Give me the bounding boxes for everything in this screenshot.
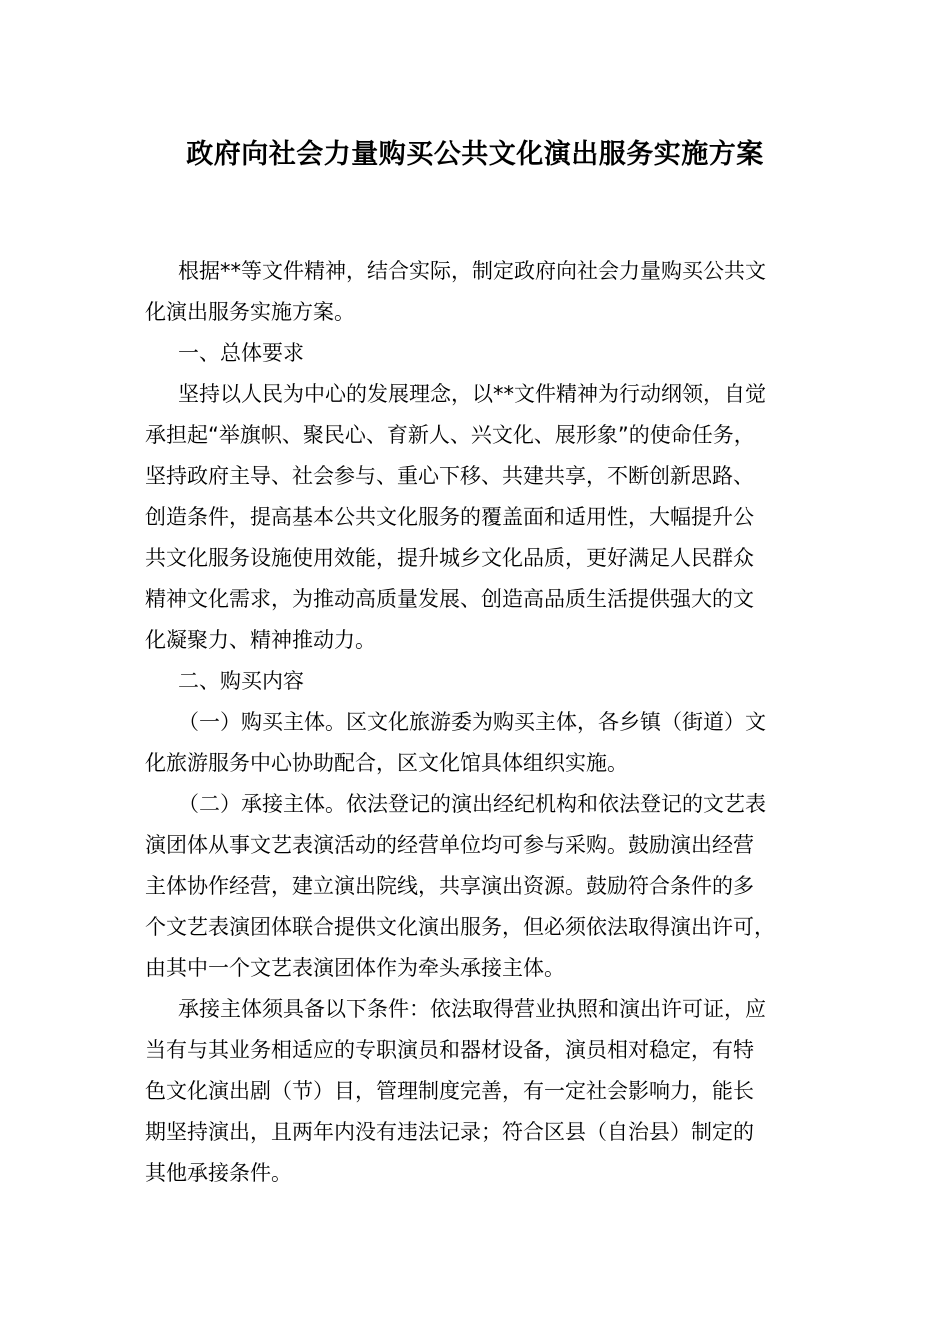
body-line: 由其中一个文艺表演团体作为牵头承接主体。 — [145, 956, 565, 980]
body-line: 共文化服务设施使用效能，提升城乡文化品质，更好满足人民群众 — [145, 546, 754, 570]
document-title: 政府向社会力量购买公共文化演出服务实施方案 — [186, 139, 764, 170]
body-line: 当有与其业务相适应的专职演员和器材设备，演员相对稳定，有特 — [145, 1038, 754, 1062]
body-line: 承接主体须具备以下条件：依法取得营业执照和演出许可证，应 — [178, 997, 766, 1021]
body-line: 化旅游服务中心协助配合，区文化馆具体组织实施。 — [145, 751, 628, 775]
section-heading: 一、总体要求 — [178, 341, 304, 365]
body-line: 化演出服务实施方案。 — [145, 300, 355, 324]
body-line: 化凝聚力、精神推动力。 — [145, 628, 376, 652]
body-line: 个文艺表演团体联合提供文化演出服务，但必须依法取得演出许可， — [145, 915, 775, 939]
body-line: 精神文化需求，为推动高质量发展、创造高品质生活提供强大的文 — [145, 587, 754, 611]
body-line: 色文化演出剧（节）目，管理制度完善，有一定社会影响力，能长 — [145, 1079, 754, 1103]
body-line: （一）购买主体。区文化旅游委为购买主体，各乡镇（街道）文 — [178, 710, 766, 734]
body-line: 承担起“举旗帜、聚民心、育新人、兴文化、展形象”的使命任务， — [145, 423, 755, 447]
body-line: 期坚持演出，且两年内没有违法记录；符合区县（自治县）制定的 — [145, 1120, 754, 1144]
body-line: 根据**等文件精神，结合实际，制定政府向社会力量购买公共文 — [178, 259, 766, 283]
body-line: 坚持政府主导、社会参与、重心下移、共建共享，不断创新思路、 — [145, 464, 754, 488]
body-line: 其他承接条件。 — [145, 1161, 292, 1185]
body-line: （二）承接主体。依法登记的演出经纪机构和依法登记的文艺表 — [178, 792, 766, 816]
section-heading: 二、购买内容 — [178, 669, 304, 693]
body-line: 坚持以人民为中心的发展理念，以**文件精神为行动纲领，自觉 — [178, 382, 766, 406]
document-body — [145, 251, 835, 1194]
body-line: 创造条件，提高基本公共文化服务的覆盖面和适用性，大幅提升公 — [145, 505, 754, 529]
body-line: 主体协作经营，建立演出院线，共享演出资源。鼓励符合条件的多 — [145, 874, 754, 898]
body-line: 演团体从事文艺表演活动的经营单位均可参与采购。鼓励演出经营 — [145, 833, 754, 857]
